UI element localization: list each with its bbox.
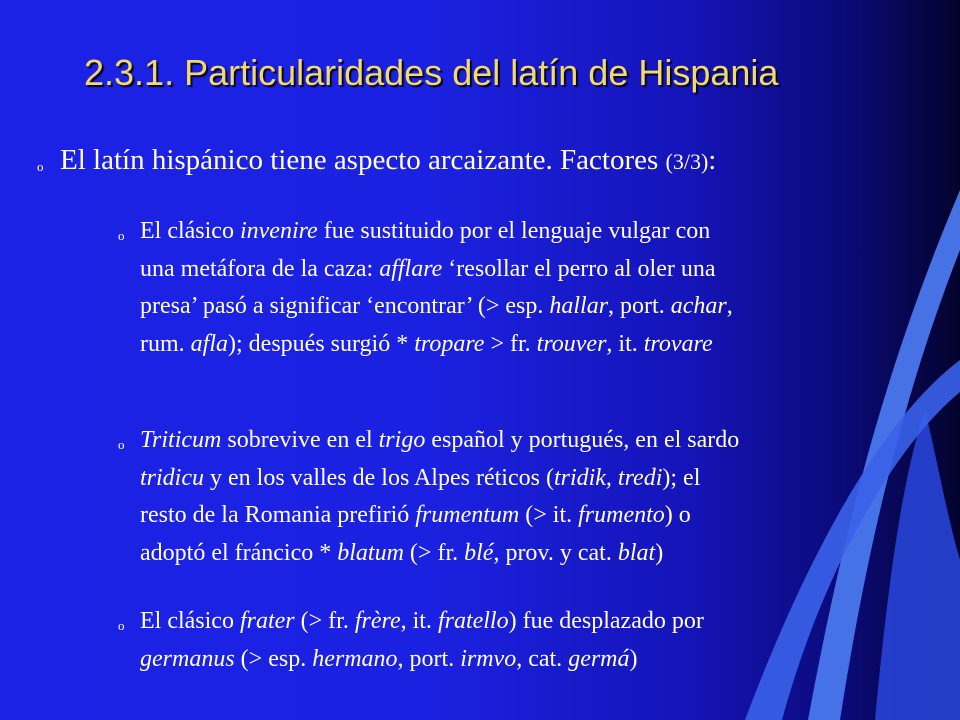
main-bullet-body: El latín hispánico tiene aspecto arcaizante. Factores (60, 144, 666, 176)
text-segment: , cat. (516, 645, 569, 672)
latin-term: afflare (379, 255, 443, 282)
text-line (140, 460, 940, 498)
text-line (140, 535, 940, 573)
latin-term: Triticum (140, 427, 222, 453)
text-segment: (> esp. (234, 645, 313, 672)
latin-term: irmvo (460, 645, 517, 672)
text-segment: ) o (664, 502, 691, 528)
text-line (140, 251, 940, 289)
text-segment: > fr. (484, 330, 537, 357)
latin-term: trovare (643, 330, 713, 357)
text-segment: (> fr. (294, 608, 355, 634)
text-segment: fue sustituido por el lenguaje vulgar con (317, 218, 711, 244)
slide-title: 2.3.1. Particularidades del latín de Hispania (84, 52, 779, 93)
text-segment: , port. (608, 293, 671, 319)
text-line (140, 326, 940, 364)
text-segment: ) (655, 539, 664, 566)
text-segment: adoptó el fráncico * (140, 539, 338, 566)
text-segment: rum. (140, 330, 191, 357)
latin-term: germá (568, 645, 630, 672)
main-bullet-marker: o (37, 159, 44, 174)
part-counter: (3/3) (665, 149, 709, 174)
sub-bullet-triticum (140, 422, 940, 572)
latin-term: tropare (414, 330, 485, 357)
sub-bullet-frater (140, 603, 940, 678)
text-line (140, 641, 940, 679)
latin-term: blé (464, 539, 494, 566)
text-line (140, 497, 940, 535)
main-bullet-end: : (708, 144, 717, 176)
latin-term: frater (239, 608, 295, 634)
text-segment: ‘resollar el perro al oler una (442, 255, 716, 282)
text-line (140, 422, 940, 460)
text-line (140, 213, 940, 251)
latin-term: frère (354, 608, 401, 634)
text-segment: una metáfora de la caza: (140, 255, 380, 282)
text-segment: (> it. (519, 502, 579, 528)
sub-bullet-marker-1: o (118, 228, 125, 243)
text-segment: y en los valles de los Alpes réticos ( (204, 464, 554, 491)
text-segment: , it. (400, 608, 438, 634)
text-segment: sobrevive en el (221, 427, 379, 453)
main-bullet-text (60, 144, 716, 177)
latin-term: invenire (239, 218, 318, 244)
latin-term: blat (617, 539, 656, 566)
text-segment: (> fr. (403, 539, 465, 566)
sub-bullet-marker-3: o (118, 618, 125, 633)
latin-term: germanus (140, 645, 235, 672)
text-segment: español y portugués, en el sardo (425, 427, 740, 453)
text-segment: presa’ pasó a significar ‘encontrar’ (> esp. (140, 293, 550, 319)
latin-term: trouver (536, 330, 607, 357)
text-line (140, 603, 940, 641)
text-segment: , prov. y cat. (493, 539, 618, 566)
text-segment: ) fue desplazado por (508, 608, 704, 634)
latin-term: afla (190, 330, 229, 357)
text-segment: , (726, 293, 733, 319)
text-segment: El clásico (140, 218, 240, 244)
latin-term: hermano (312, 645, 398, 672)
text-segment: ); el (662, 464, 701, 491)
text-segment: ) (629, 645, 638, 672)
text-segment: El clásico (140, 608, 240, 634)
text-segment: resto de la Romania prefirió (140, 502, 416, 528)
text-line (140, 288, 940, 326)
latin-term: tridicu (140, 464, 204, 491)
sub-bullet-invenire (140, 213, 940, 363)
sub-bullet-marker-2: o (118, 437, 125, 452)
text-segment: , port. (397, 645, 461, 672)
latin-term: tridik, tredi (553, 464, 663, 491)
latin-term: trigo (378, 427, 426, 453)
latin-term: frumento (578, 502, 665, 528)
latin-term: achar (670, 293, 727, 319)
text-segment: ); después surgió * (228, 330, 415, 357)
latin-term: frumentum (415, 502, 520, 528)
latin-term: hallar (549, 293, 609, 319)
latin-term: fratello (437, 608, 509, 634)
latin-term: blatum (337, 539, 404, 566)
text-segment: , it. (606, 330, 644, 357)
